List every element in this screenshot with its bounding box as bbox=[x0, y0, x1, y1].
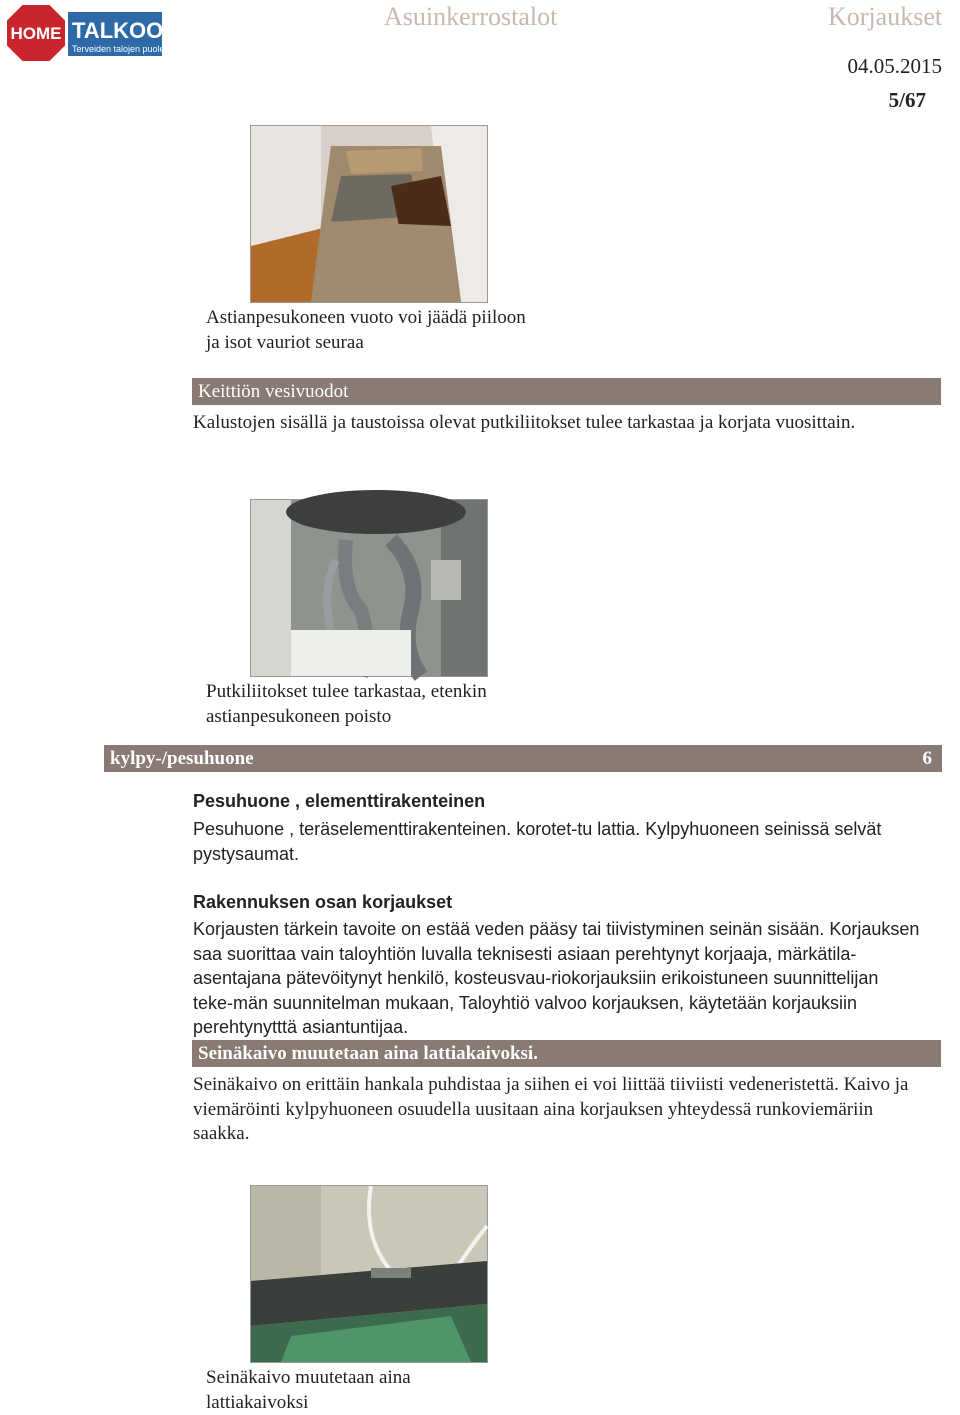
repairs-text: Korjausten tärkein tavoite on estää veden pääsy tai tiivistyminen seinän sisään. Korjauksen saa suorittaa vain taloyhtiön luvalla teknisesti asiaan perehtynyt korjaaja, märkätila-asentajana pätevöitynyt henkilö, kosteusvau-riokorjauksiin erikoistuneen suunnittelijan teke-män suunnitelman mukaan, Taloyhtiö valvoo korjauksen, käytetään korjauksiin perehtynytttä asiantuntijaa. bbox=[193, 919, 920, 1037]
photo-wall-drain bbox=[250, 1185, 488, 1363]
header-title-left: Asuinkerrostalot bbox=[384, 2, 558, 31]
photo-sink-pipes bbox=[250, 499, 488, 677]
highlight-bar: Seinäkaivo muutetaan aina lattiakaivoksi. bbox=[192, 1040, 941, 1067]
kylpy-heading: Pesuhuone , elementtirakenteinen bbox=[193, 791, 486, 811]
highlight-text: Seinäkaivo on erittäin hankala puhdistaa ja siihen ei voi liittää tiiviisti vedeneristettä. Kaivo ja viemäröinti kylpyhuoneen osuudella uusitaan aina korjauksen yhteydessä runkoviemäriin saakka. bbox=[193, 1074, 909, 1144]
repairs-heading: Rakennuksen osan korjaukset bbox=[193, 892, 453, 912]
header-title-right: Korjaukset bbox=[828, 2, 943, 31]
section-bar-kylpy-label: kylpy-/pesuhuone bbox=[110, 748, 254, 769]
svg-text:TALKOOT.FI: TALKOOT.FI bbox=[72, 18, 200, 43]
photo3-caption: Seinäkaivo muutetaan aina lattiakaivoksi bbox=[206, 1367, 411, 1413]
kylpy-description: Pesuhuone , teräselementtirakenteinen. korotet-tu lattia. Kylpyhuoneen seinissä selvät pystysaumat. bbox=[193, 819, 882, 864]
hometalkoot-logo bbox=[4, 2, 200, 64]
svg-text:Terveiden talojen puolesta: Terveiden talojen puolesta bbox=[72, 44, 177, 54]
photo-dishwasher-damage bbox=[250, 125, 488, 303]
page-number: 5/67 bbox=[888, 88, 926, 112]
photo2-caption: Putkiliitokset tulee tarkastaa, etenkin astianpesukoneen poisto bbox=[206, 681, 487, 727]
section-bar-keittio: Keittiön vesivuodot bbox=[192, 378, 941, 405]
header-date: 04.05.2015 bbox=[847, 54, 942, 78]
keittio-text: Kalustojen sisällä ja taustoissa olevat putkiliitokset tulee tarkastaa ja korjata vuosittain. bbox=[193, 412, 856, 433]
section-bar-kylpy-number: 6 bbox=[922, 748, 932, 769]
svg-text:HOME: HOME bbox=[10, 24, 62, 43]
photo1-caption: Astianpesukoneen vuoto voi jäädä piiloon ja isot vauriot seuraa bbox=[206, 307, 526, 353]
section-bar-kylpy bbox=[104, 745, 942, 772]
